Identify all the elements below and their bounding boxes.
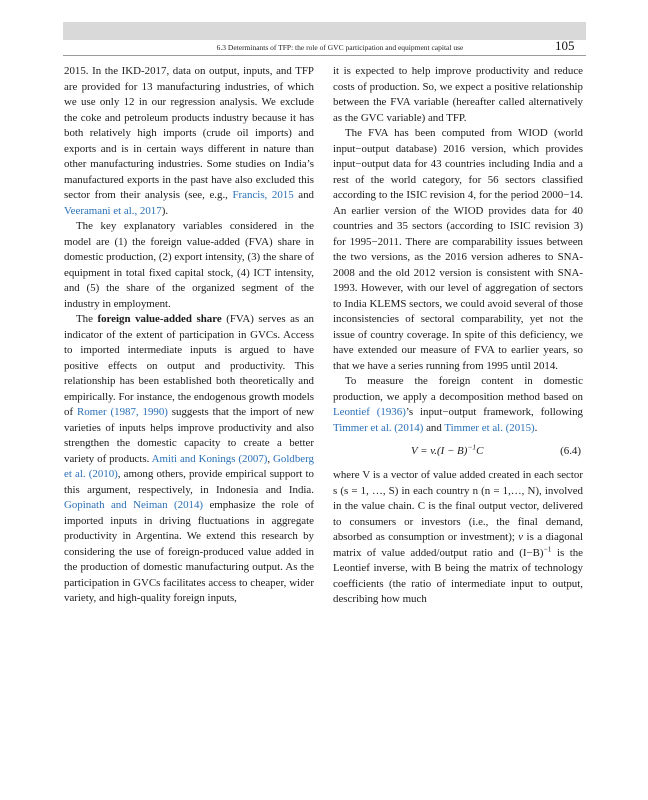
equation-body: $V = v.(I - B)^{-1}C$ — [411, 442, 484, 458]
citation-link[interactable]: Amiti and Konings (2007) — [151, 452, 268, 465]
citation-link[interactable]: Gopinath and Neiman (2014) — [64, 499, 204, 511]
right-column — [333, 64, 583, 608]
header-bar — [63, 22, 586, 40]
citation-link[interactable]: Romer (1987, 1990) — [76, 406, 168, 418]
equation-number: (6.4) — [560, 445, 581, 458]
left-column — [64, 64, 314, 607]
citation-link[interactable]: Leontief (1936) — [333, 406, 406, 418]
paragraph: The FVA has been computed from WIOD (world input−output database) 2016 version, which provides input−output data for 43 countries including India and a rest of the world category, for 56 sectors classified according to the ISIC revision 4, for the period 2000−14. An earlier version of the WIOD provides data for 40 countries and 35 sectors (according to ISIC revision 3) for 1995−2011. There are comparability issues between the two versions, as the 2016 version adheres to SNA-2008 and the old 2012 version is consistent with SNA-1993. However, with our level of aggregation of sectors to India KLEMS sectors, we could avoid several of those inconsistencies of sectoral comparability, yet not the issue of country coverage. In spite of this deficiency, we have extended our measure of FVA to earlier years, so that we have a series running from 1995 until 2014. — [333, 127, 583, 372]
running-head: 6.3 Determinants of TFP: the role of GVC participation and equipment capital use — [216, 43, 464, 52]
paragraph: it is expected to help improve productivity and reduce costs of production. So, we expect a positive relationship between the FVA variable (hereafter called alternatively as the GVC variable) and TFP. — [333, 65, 583, 124]
paragraph: To measure the foreign content in domestic production, we apply a decomposition method based on Leontief (1936)’s input−output framework, following Timmer et al. (2014) and Timmer et al. (2015). — [333, 375, 583, 434]
paragraph: The key explanatory variables considered in the model are (1) the foreign value-added (FVA) share in domestic production, (2) export intensity, (3) the share of equipment in total fixed capital stock, (4) ICT intensity, and (5) the share of the organized segment of the industry in employment. — [64, 220, 314, 310]
bold-term: foreign value-added share — [97, 313, 222, 325]
citation-link[interactable]: Timmer et al. (2015) — [444, 421, 535, 434]
paragraph: where V is a vector of value added created in each sector s (s = 1, …, S) in each country n (n = 1,…, N), involved in the value chain. C is the final output vector, delivered to consumers or investors (i.e., the final demand, absorbed as consumption or investment); v is a diagonal matrix of value added/output ratio and $(I-B)^{-1}$ is the Leontief inverse, with B being the matrix of technology coefficients (the ratio of intermediate input to output, describing how much — [333, 469, 583, 605]
citation-link[interactable]: Veeramani et al., 2017 — [64, 204, 162, 217]
citation-link[interactable]: Goldberg et al. (2010) — [64, 452, 314, 480]
page-number: 105 — [555, 38, 575, 53]
equation — [333, 436, 583, 468]
header-rule — [63, 55, 586, 56]
paragraph: 2015. In the IKD-2017, data on output, inputs, and TFP are provided for 13 manufacturing industries, of which we use only 12 in our regression analysis. We exclude the coke and petroleum products industry because it has both relatively high imports (crude oil imports) and exports and is in certain ways different in nature than other manufacturing industries. Some studies on India’s manufactured exports in the past have also excluded this sector from their analysis (see, e.g., Francis, 2015 and Veeramani et al., 2017). — [64, 65, 314, 217]
paragraph: The foreign value-added share (FVA) serves as an indicator of the extent of participation in GVCs. Access to imported intermediate inputs is argued to have positive effects on output and productivity. This relationship has been established both theoretically and empirically. For instance, the endogenous growth models of Romer (1987, 1990) suggests that the import of new varieties of inputs helps improve productivity and also strengthen the domestic capacity to create a better variety of products. Amiti and Konings (2007), Goldberg et al. (2010), among others, provide empirical support to this argument, respectively, in Indonesia and India. Gopinath and Neiman (2014) emphasize the role of imported inputs in driving fluctuations in aggregate productivity in Argentina. We extend this research by considering the use of foreign-produced value added in the production of domestic manufacturing output. As the participation in GVCs facilitates access to cheaper, wider variety, and high-quality foreign inputs, — [64, 313, 315, 604]
citation-link[interactable]: Timmer et al. (2014) — [333, 421, 424, 434]
citation-link[interactable]: Francis, 2015 — [232, 189, 294, 201]
